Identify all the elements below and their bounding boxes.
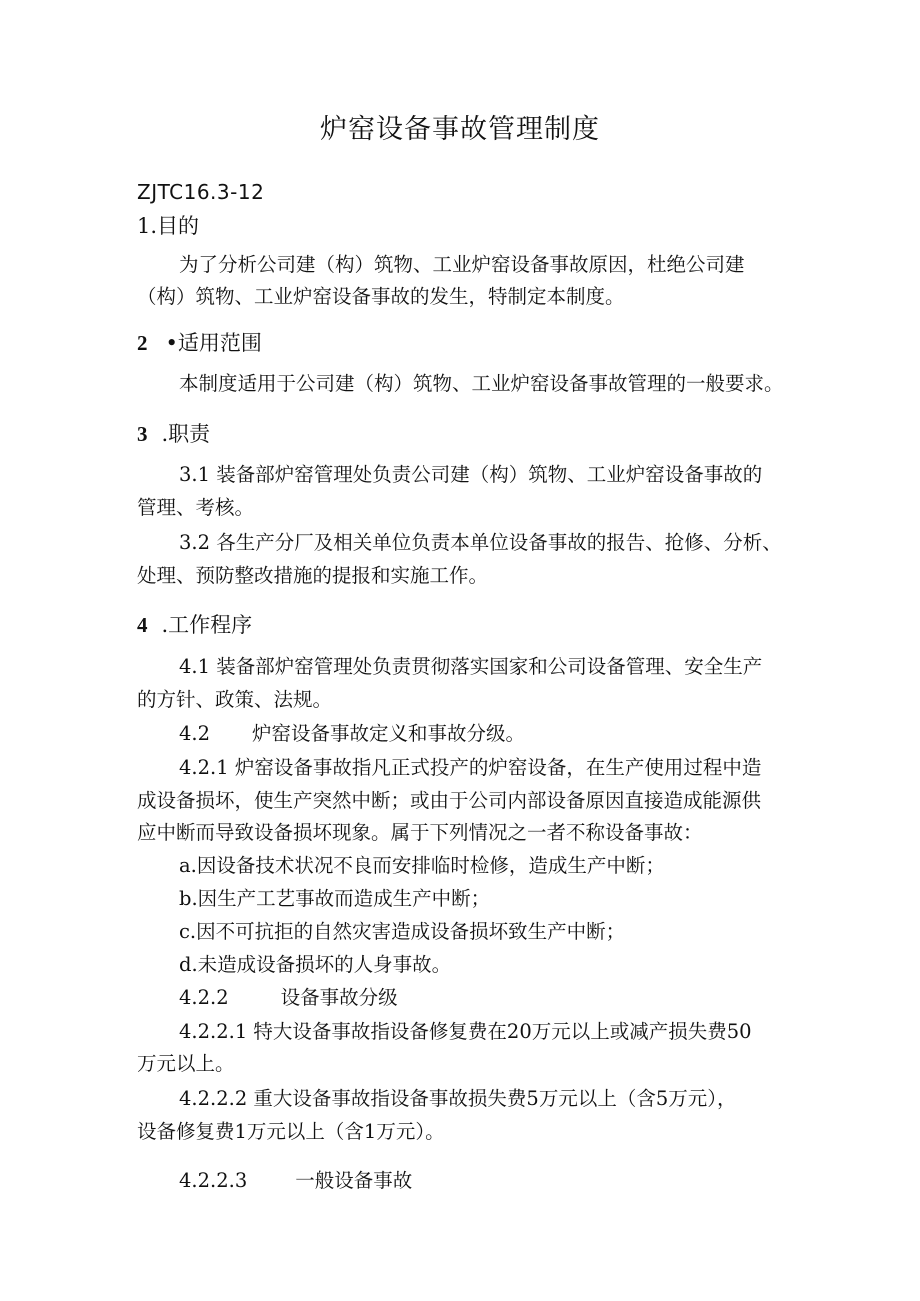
list-item-c: c.因不可抗拒的自然灾害造成设备损坏致生产中断； xyxy=(179,920,626,943)
section-1-paragraph-line-2: （构）筑物、工业炉窑设备事故的发生，特制定本制度。 xyxy=(137,285,625,308)
section-2-number: 2 xyxy=(137,331,148,355)
clause-4-2-2-number: 4.2.2 xyxy=(179,986,229,1009)
list-item-b: b.因生产工艺事故而造成生产中断； xyxy=(179,887,491,910)
clause-3-1-line-1: 3.1 装备部炉窑管理处负责公司建（构）筑物、工业炉窑设备事故的 xyxy=(179,463,763,486)
clause-4-1-line-1: 4.1 装备部炉窑管理处负责贯彻落实国家和公司设备管理、安全生产 xyxy=(179,655,763,678)
section-4-title: .工作程序 xyxy=(161,613,253,637)
section-3-title: .职责 xyxy=(161,422,211,446)
section-4-number: 4 xyxy=(137,613,148,637)
section-2-paragraph: 本制度适用于公司建（构）筑物、工业炉窑设备事故管理的一般要求。 xyxy=(179,372,784,395)
clause-4-2-number: 4.2 xyxy=(179,722,211,745)
section-3-heading xyxy=(137,420,210,448)
clause-3-1-line-2: 管理、考核。 xyxy=(137,496,255,519)
document-title: 炉窑设备事故管理制度 xyxy=(320,114,600,145)
clause-4-2-1-line-1: 4.2.1 炉窑设备事故指凡正式投产的炉窑设备，在生产使用过程中造 xyxy=(179,756,762,779)
section-4-heading xyxy=(137,611,252,639)
clause-4-2-text: 炉窑设备事故定义和事故分级。 xyxy=(252,722,526,745)
section-1-paragraph-line-1: 为了分析公司建（构）筑物、工业炉窑设备事故原因，杜绝公司建 xyxy=(179,253,745,276)
clause-4-2-2-text: 设备事故分级 xyxy=(280,986,398,1009)
section-1-heading: 1.目的 xyxy=(137,214,200,238)
clause-4-2-2-2-line-2: 设备修复费1万元以上（含1万元）。 xyxy=(137,1120,445,1143)
list-item-a: a.因设备技术状况不良而安排临时检修，造成生产中断； xyxy=(179,854,665,877)
clause-4-2-2-1-line-2: 万元以上。 xyxy=(137,1052,235,1075)
section-2-title: •适用范围 xyxy=(165,331,262,355)
clause-4-2-2 xyxy=(179,984,398,1012)
list-item-d: d.未造成设备损坏的人身事故。 xyxy=(179,953,452,976)
clause-4-2-1-line-3: 应中断而导致设备损坏现象。属于下列情况之一者不称设备事故： xyxy=(137,821,703,844)
clause-4-2-2-1-line-1: 4.2.2.1 特大设备事故指设备修复费在20万元以上或减产损失费50 xyxy=(179,1020,752,1043)
clause-4-2-2-2-line-1: 4.2.2.2 重大设备事故指设备事故损失费5万元以上（含5万元）， xyxy=(179,1087,737,1110)
clause-4-1-line-2: 的方针、政策、法规。 xyxy=(137,688,333,711)
document-code: ZJTC16.3-12 xyxy=(137,180,265,204)
clause-4-2-2-3-number: 4.2.2.3 xyxy=(179,1169,248,1192)
clause-3-2-line-1: 3.2 各生产分厂及相关单位负责本单位设备事故的报告、抢修、分析、 xyxy=(179,531,782,554)
section-3-number: 3 xyxy=(137,422,148,446)
clause-4-2-2-3-text: 一般设备事故 xyxy=(295,1169,413,1192)
clause-4-2 xyxy=(179,720,525,748)
clause-3-2-line-2: 处理、预防整改措施的提报和实施工作。 xyxy=(137,564,489,587)
clause-4-2-1-line-2: 成设备损坏，使生产突然中断；或由于公司内部设备原因直接造成能源供 xyxy=(137,789,762,812)
clause-4-2-2-3 xyxy=(179,1167,412,1195)
section-2-heading xyxy=(137,329,262,357)
